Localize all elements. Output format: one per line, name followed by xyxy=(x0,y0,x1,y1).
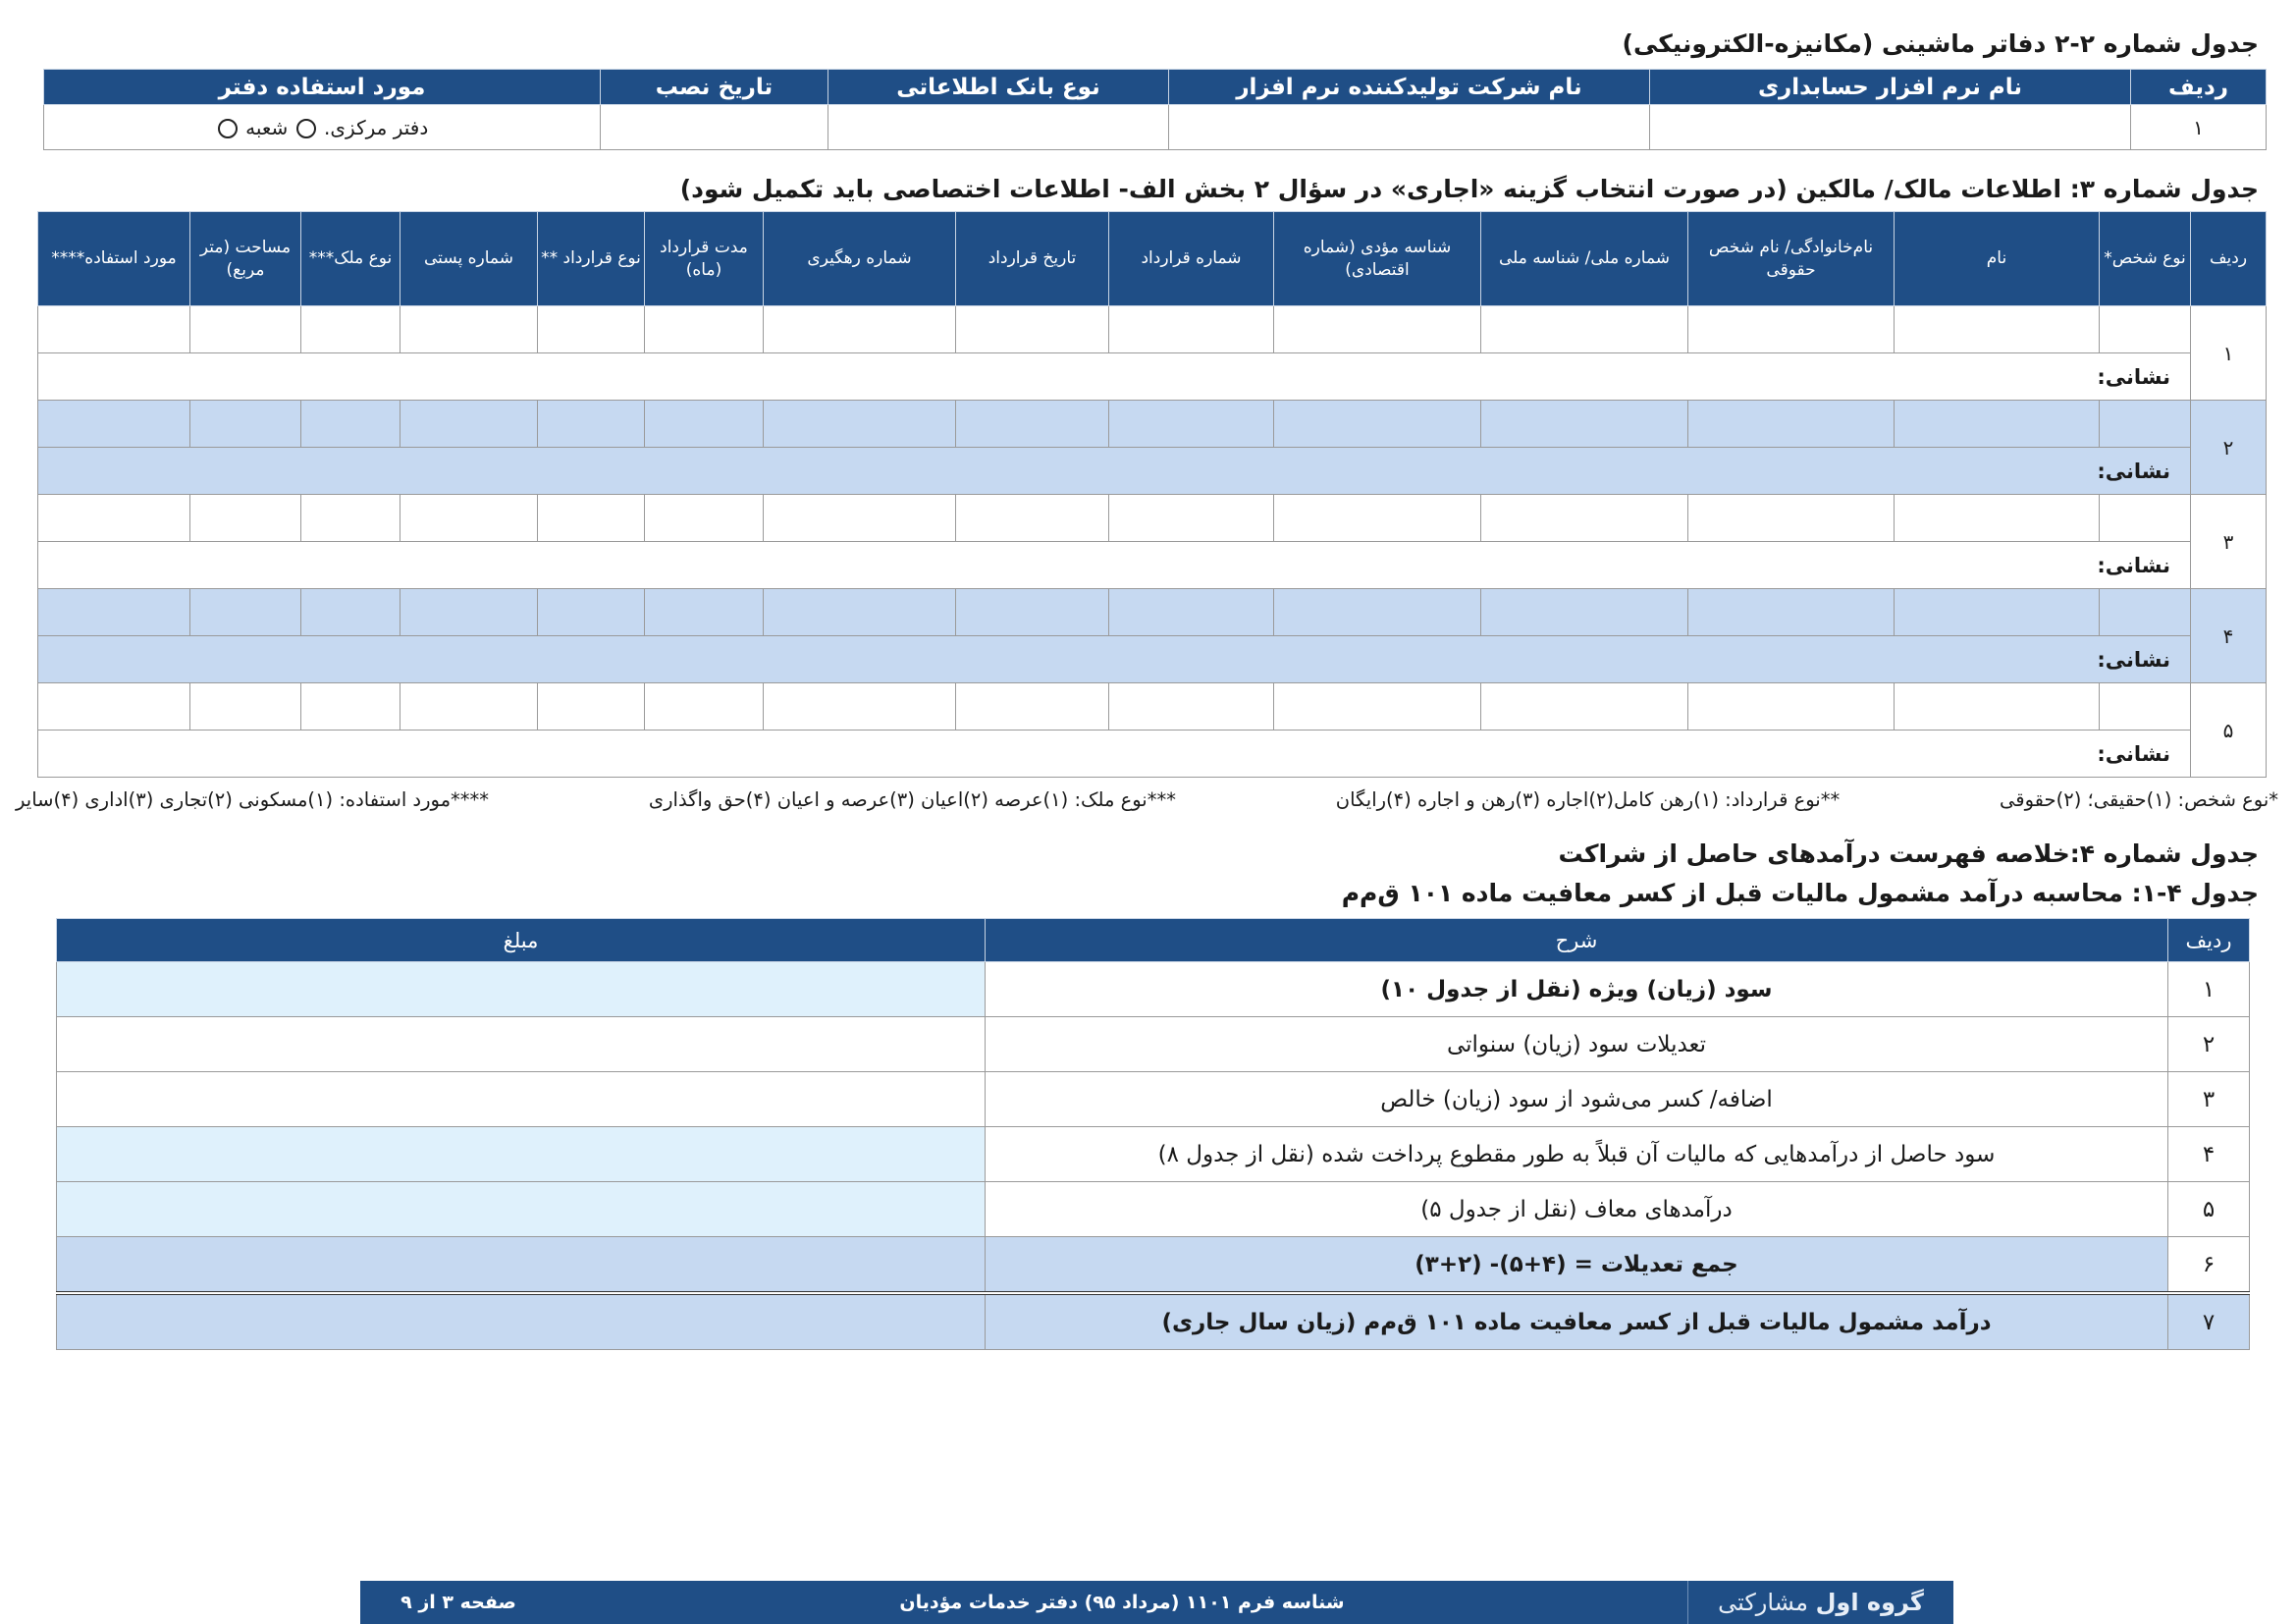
owner-field-cell[interactable] xyxy=(1688,683,1895,731)
owner-field-cell[interactable] xyxy=(956,683,1109,731)
t4-header-description: شرح xyxy=(986,919,2168,962)
t4-row-desc: جمع تعدیلات = (۴+۵)- (۲+۳) xyxy=(986,1237,2168,1294)
owner-field-cell[interactable] xyxy=(538,495,645,542)
owner-field-cell[interactable] xyxy=(764,306,956,353)
owner-row-num: ۵ xyxy=(2191,683,2267,778)
owner-row-num: ۳ xyxy=(2191,495,2267,589)
owner-field-cell[interactable] xyxy=(301,306,400,353)
owner-field-cell[interactable] xyxy=(301,589,400,636)
owner-field-cell[interactable] xyxy=(1274,306,1481,353)
owner-field-cell[interactable] xyxy=(400,495,538,542)
owner-field-cell[interactable] xyxy=(2100,401,2191,448)
software-company-field[interactable] xyxy=(1169,105,1650,150)
owner-field-cell[interactable] xyxy=(400,683,538,731)
owner-field-cell[interactable] xyxy=(400,589,538,636)
owner-field-cell[interactable] xyxy=(1895,683,2100,731)
central-office-radio[interactable] xyxy=(296,119,316,138)
t4-row-6 xyxy=(57,1237,2250,1294)
office-usage-cell xyxy=(44,105,601,150)
owner-field-cell[interactable] xyxy=(538,589,645,636)
t4-row-2 xyxy=(57,1017,2250,1072)
owner-row-num: ۲ xyxy=(2191,401,2267,495)
t3-header-taxpayer-id: شناسه مؤدی (شماره اقتصادی) xyxy=(1274,212,1481,306)
owner-field-cell[interactable] xyxy=(1109,306,1274,353)
footer-group xyxy=(1687,1581,1953,1624)
legend-property-type: ***نوع ملک: (۱)عرصه (۲)اعیان (۳)عرصه و اعیان (۴)حق واگذاری xyxy=(648,788,1176,811)
owner-address-row xyxy=(38,448,2267,495)
owner-field-cell[interactable] xyxy=(1109,495,1274,542)
owner-field-cell[interactable] xyxy=(1274,683,1481,731)
owner-field-cell[interactable] xyxy=(1688,401,1895,448)
footer-page-number: صفحه ۳ از ۹ xyxy=(400,1592,516,1613)
owner-row-num: ۴ xyxy=(2191,589,2267,683)
t4-row-5 xyxy=(57,1182,2250,1237)
owner-field-cell[interactable] xyxy=(2100,683,2191,731)
owner-field-cell[interactable] xyxy=(645,306,764,353)
owner-field-cell[interactable] xyxy=(645,495,764,542)
owner-field-cell[interactable] xyxy=(38,683,190,731)
owner-address-row xyxy=(38,353,2267,401)
legend-contract-type: **نوع قرارداد: (۱)رهن کامل(۲)اجاره (۳)رهن و اجاره (۴)رایگان xyxy=(1335,788,1841,811)
owner-field-cell[interactable] xyxy=(38,589,190,636)
t4-amount-field[interactable] xyxy=(57,1237,986,1294)
t4-amount-field[interactable] xyxy=(57,962,986,1017)
table2-2 xyxy=(43,69,2267,150)
t4-row-num: ۵ xyxy=(2168,1182,2250,1237)
t4-amount-field[interactable] xyxy=(57,1293,986,1350)
owner-field-cell[interactable] xyxy=(1481,683,1688,731)
address-label: نشانی: xyxy=(2097,364,2170,389)
owner-field-cell[interactable] xyxy=(190,401,301,448)
owner-field-cell[interactable] xyxy=(38,306,190,353)
branch-radio[interactable] xyxy=(218,119,238,138)
owner-field-cell[interactable] xyxy=(1688,495,1895,542)
owner-field-cell[interactable] xyxy=(764,683,956,731)
owner-field-cell[interactable] xyxy=(1274,401,1481,448)
usage-option-branch: شعبه xyxy=(245,115,289,139)
database-type-field[interactable] xyxy=(828,105,1169,150)
header-database-type: نوع بانک اطلاعاتی xyxy=(828,70,1169,105)
t4-row-7 xyxy=(57,1293,2250,1350)
t4-row-num: ۲ xyxy=(2168,1017,2250,1072)
owner-field-cell[interactable] xyxy=(2100,306,2191,353)
t3-header-national-id: شماره ملی/ شناسه ملی xyxy=(1481,212,1688,306)
table4-1 xyxy=(56,918,2250,1350)
owner-address-field[interactable] xyxy=(38,542,2191,589)
address-label: نشانی: xyxy=(2097,647,2170,672)
owner-row xyxy=(38,589,2267,636)
owner-field-cell[interactable] xyxy=(1895,495,2100,542)
owner-field-cell[interactable] xyxy=(956,589,1109,636)
t4-row-4 xyxy=(57,1127,2250,1182)
t3-header-person-type: نوع شخص* xyxy=(2100,212,2191,306)
page-footer xyxy=(360,1581,1953,1624)
address-label: نشانی: xyxy=(2097,459,2170,483)
owner-address-field[interactable] xyxy=(38,448,2191,495)
owner-field-cell[interactable] xyxy=(1895,306,2100,353)
t3-header-name: نام xyxy=(1895,212,2100,306)
owner-field-cell[interactable] xyxy=(1109,589,1274,636)
owner-field-cell[interactable] xyxy=(190,683,301,731)
t4-row-3 xyxy=(57,1072,2250,1127)
owner-field-cell[interactable] xyxy=(1895,401,2100,448)
owner-field-cell[interactable] xyxy=(1481,401,1688,448)
t3-header-postal-code: شماره پستی xyxy=(400,212,538,306)
owner-address-field[interactable] xyxy=(38,636,2191,683)
owner-row xyxy=(38,495,2267,542)
owner-address-field[interactable] xyxy=(38,353,2191,401)
owner-address-field[interactable] xyxy=(38,731,2191,778)
t4-row-num: ۶ xyxy=(2168,1237,2250,1294)
owner-field-cell[interactable] xyxy=(1274,589,1481,636)
owner-field-cell[interactable] xyxy=(301,401,400,448)
owner-field-cell[interactable] xyxy=(538,306,645,353)
t3-header-property-type: نوع ملک*** xyxy=(301,212,400,306)
legend-usage: ****مورد استفاده: (۱)مسکونی (۲)تجاری (۳)اداری (۴)سایر xyxy=(16,788,490,811)
owner-field-cell[interactable] xyxy=(2100,589,2191,636)
owner-field-cell[interactable] xyxy=(190,306,301,353)
owner-field-cell[interactable] xyxy=(400,401,538,448)
t4-row-1 xyxy=(57,962,2250,1017)
t4-row-desc: درآمدهای معاف (نقل از جدول ۵) xyxy=(986,1182,2168,1237)
owner-field-cell[interactable] xyxy=(1481,589,1688,636)
t4-row-num: ۴ xyxy=(2168,1127,2250,1182)
t3-header-tracking-number: شماره رهگیری xyxy=(764,212,956,306)
owner-field-cell[interactable] xyxy=(1688,589,1895,636)
owner-field-cell[interactable] xyxy=(1109,401,1274,448)
owner-field-cell[interactable] xyxy=(301,683,400,731)
owner-field-cell[interactable] xyxy=(38,401,190,448)
owner-field-cell[interactable] xyxy=(1688,306,1895,353)
software-name-field[interactable] xyxy=(1650,105,2131,150)
owner-address-row xyxy=(38,636,2267,683)
t4-header-row-num: ردیف xyxy=(2168,919,2250,962)
owner-field-cell[interactable] xyxy=(645,589,764,636)
owner-field-cell[interactable] xyxy=(2100,495,2191,542)
t3-header-area: مساحت (متر مربع) xyxy=(190,212,301,306)
owner-row-num: ۱ xyxy=(2191,306,2267,401)
row-num: ۱ xyxy=(2131,105,2267,150)
owner-address-row xyxy=(38,731,2267,778)
t4-amount-field[interactable] xyxy=(57,1127,986,1182)
table4-1-title: جدول ۴-۱: محاسبه درآمد مشمول مالیات قبل از کسر معافیت ماده ۱۰۱ ق‌م‌م xyxy=(1341,879,2259,907)
t4-row-desc: تعدیلات سود (زیان) سنواتی xyxy=(986,1017,2168,1072)
owner-row xyxy=(38,683,2267,731)
table2-2-title: جدول شماره ۲-۲ دفاتر ماشینی (مکانیزه-الکترونیکی) xyxy=(1622,29,2259,58)
owner-field-cell[interactable] xyxy=(645,683,764,731)
owner-field-cell[interactable] xyxy=(764,401,956,448)
owner-field-cell[interactable] xyxy=(956,401,1109,448)
t3-header-usage: مورد استفاده**** xyxy=(38,212,190,306)
header-install-date: تاریخ نصب xyxy=(601,70,828,105)
address-label: نشانی: xyxy=(2097,553,2170,577)
t4-row-num: ۳ xyxy=(2168,1072,2250,1127)
t4-row-num: ۷ xyxy=(2168,1293,2250,1350)
install-date-field[interactable] xyxy=(601,105,828,150)
owner-row xyxy=(38,401,2267,448)
usage-option-central: دفتر مرکزی. xyxy=(324,115,429,139)
t3-header-contract-number: شماره قرارداد xyxy=(1109,212,1274,306)
header-row-num: ردیف xyxy=(2131,70,2267,105)
owner-field-cell[interactable] xyxy=(400,306,538,353)
table3 xyxy=(37,211,2267,778)
owner-row xyxy=(38,306,2267,353)
footer-form-id: شناسه فرم ۱۱۰۱ (مرداد ۹۵) دفتر خدمات مؤدیان xyxy=(899,1592,1345,1613)
owner-field-cell[interactable] xyxy=(301,495,400,542)
header-office-usage: مورد استفاده دفتر xyxy=(44,70,601,105)
owner-field-cell[interactable] xyxy=(538,683,645,731)
header-software-company: نام شرکت تولیدکننده نرم افزار xyxy=(1169,70,1650,105)
table4-title: جدول شماره ۴:خلاصه فهرست درآمدهای حاصل از شراکت xyxy=(1558,839,2259,868)
t3-header-contract-duration: مدت قرارداد (ماه) xyxy=(645,212,764,306)
owner-field-cell[interactable] xyxy=(764,495,956,542)
t4-amount-field[interactable] xyxy=(57,1182,986,1237)
owner-field-cell[interactable] xyxy=(764,589,956,636)
t4-row-num: ۱ xyxy=(2168,962,2250,1017)
owner-field-cell[interactable] xyxy=(538,401,645,448)
t3-header-contract-type: نوع قرارداد ** xyxy=(538,212,645,306)
t3-header-family-name: نام‌خانوادگی/ نام شخص حقوقی xyxy=(1688,212,1895,306)
t4-row-desc: سود حاصل از درآمدهایی که مالیات آن قبلاً به طور مقطوع پرداخت شده (نقل از جدول ۸) xyxy=(986,1127,2168,1182)
owner-field-cell[interactable] xyxy=(1895,589,2100,636)
table3-legend xyxy=(16,788,2278,811)
t4-header-amount: مبلغ xyxy=(57,919,986,962)
t4-amount-field[interactable] xyxy=(57,1072,986,1127)
owner-field-cell[interactable] xyxy=(956,495,1109,542)
t4-row-desc: اضافه/ کسر می‌شود از سود (زیان) خالص xyxy=(986,1072,2168,1127)
legend-person-type: *نوع شخص: (۱)حقیقی؛ (۲)حقوقی xyxy=(2000,788,2278,811)
owner-field-cell[interactable] xyxy=(38,495,190,542)
owner-field-cell[interactable] xyxy=(190,589,301,636)
t4-amount-field[interactable] xyxy=(57,1017,986,1072)
t3-header-row-num: ردیف xyxy=(2191,212,2267,306)
t3-header-contract-date: تاریخ قرارداد xyxy=(956,212,1109,306)
footer-group-bold: گروه اول xyxy=(1815,1589,1924,1616)
footer-group-rest: مشارکتی xyxy=(1718,1589,1808,1616)
header-software-name: نام نرم افزار حسابداری xyxy=(1650,70,2131,105)
table3-title: جدول شماره ۳: اطلاعات مالک/ مالکین (در صورت انتخاب گزینه «اجاری» در سؤال ۲ بخش الف- اطلاعات اختصاصی باید تکمیل شود) xyxy=(679,175,2259,203)
t4-row-desc: درآمد مشمول مالیات قبل از کسر معافیت ماده ۱۰۱ ق‌م‌م (زیان سال جاری) xyxy=(986,1293,2168,1350)
owner-field-cell[interactable] xyxy=(1481,306,1688,353)
address-label: نشانی: xyxy=(2097,741,2170,766)
owner-field-cell[interactable] xyxy=(190,495,301,542)
owner-field-cell[interactable] xyxy=(1274,495,1481,542)
t4-row-desc: سود (زیان) ویژه (نقل از جدول ۱۰) xyxy=(986,962,2168,1017)
owner-field-cell[interactable] xyxy=(1109,683,1274,731)
owner-address-row xyxy=(38,542,2267,589)
owner-field-cell[interactable] xyxy=(1481,495,1688,542)
owner-field-cell[interactable] xyxy=(956,306,1109,353)
owner-field-cell[interactable] xyxy=(645,401,764,448)
